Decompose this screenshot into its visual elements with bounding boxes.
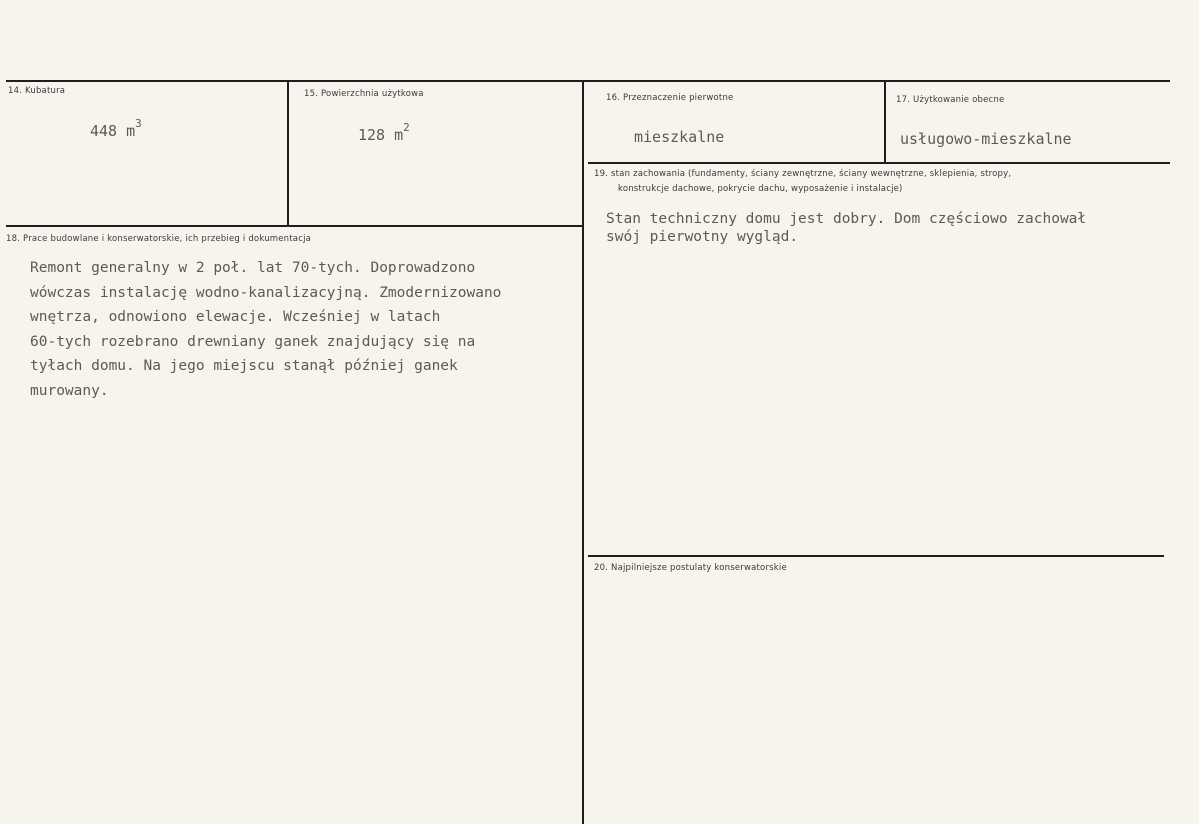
field-20-label: 20. Najpilniejsze postulaty konserwatorskie — [594, 563, 787, 573]
condition-description — [606, 210, 1086, 246]
field-14-label: 14. Kubatura — [8, 86, 66, 96]
divider-14-15 — [287, 81, 289, 227]
works-line: wówczas instalację wodno-kanalizacyjną. Zmodernizowano — [30, 284, 502, 301]
usable-area-value: 128 m — [358, 126, 404, 144]
works-line: Remont generalny w 2 poł. lat 70-tych. Doprowadzono — [30, 260, 476, 276]
field-14-value — [90, 117, 142, 140]
rule-under-14-15 — [6, 225, 584, 227]
works-line: murowany. — [30, 382, 109, 399]
divider-main — [582, 81, 584, 824]
works-line: tyłach domu. Na jego miejscu stanął później ganek — [30, 358, 458, 374]
field-19-label-line1: 19. stan zachowania (fundamenty, ściany zewnętrzne, ściany wewnętrzne, sklepienia, stropy, — [594, 169, 1012, 179]
rule-under-16-17 — [588, 162, 1170, 164]
field-16-label: 16. Przeznaczenie pierwotne — [606, 93, 734, 103]
field-15-value — [358, 121, 410, 144]
usable-area-unit-exponent: 2 — [403, 121, 410, 134]
field-17-label: 17. Użytkowanie obecne — [896, 95, 1005, 105]
original-purpose-value: mieszkalne — [634, 128, 725, 146]
cubature-unit-exponent: 3 — [135, 117, 142, 130]
top-rule — [6, 80, 1170, 82]
condition-line: swój pierwotny wygląd. — [606, 229, 799, 245]
works-line: 60-tych rozebrano drewniany ganek znajdujący się na — [30, 333, 476, 350]
works-description — [30, 256, 501, 403]
field-19-label-line2: konstrukcje dachowe, pokrycie dachu, wyposażenie i instalacje) — [618, 184, 903, 194]
rule-above-20 — [588, 555, 1164, 557]
cubature-value: 448 m — [90, 122, 136, 140]
divider-16-17 — [884, 81, 886, 163]
works-line: wnętrza, odnowiono elewacje. Wcześniej w latach — [30, 309, 441, 325]
current-use-value: usługowo-mieszkalne — [900, 130, 1072, 148]
field-18-label: 18. Prace budowlane i konserwatorskie, ich przebieg i dokumentacja — [6, 234, 312, 244]
field-15-label: 15. Powierzchnia użytkowa — [304, 89, 424, 99]
condition-line: Stan techniczny domu jest dobry. Dom częściowo zachował — [606, 211, 1087, 227]
